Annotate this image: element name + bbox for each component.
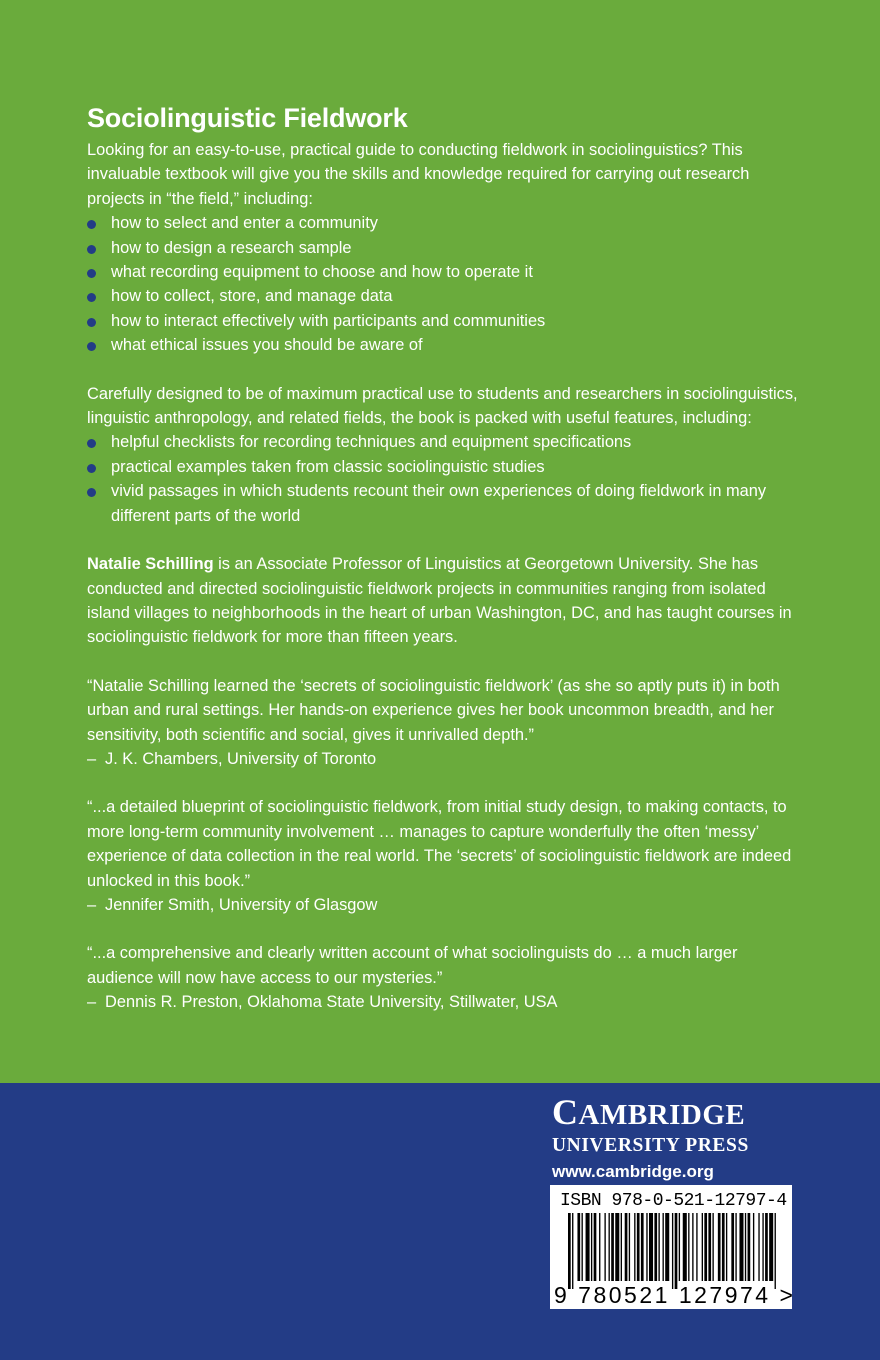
barcode-bar (665, 1213, 669, 1281)
barcode-bar (726, 1213, 727, 1281)
back-cover-text (87, 100, 807, 1015)
review-attribution: – J. K. Chambers, University of Toronto (87, 749, 377, 768)
publisher-logo (552, 1093, 792, 1183)
barcode-bar (611, 1213, 614, 1281)
list-item: how to design a research sample (87, 236, 807, 260)
bullet-icon (87, 488, 96, 497)
barcode-bar (696, 1213, 697, 1281)
review-quote: “Natalie Schilling learned the ‘secrets of sociolinguistic fieldwork’ (as she so aptly puts it) in both urban and rural settings. Her hands-on experience gives her book uncommon breadth, and her sensitivity, both scientific and social, gives it unrivalled depth.” (87, 676, 780, 744)
bullet-icon (87, 342, 96, 351)
publisher-url: www.cambridge.org (552, 1162, 714, 1181)
barcode-bar (615, 1213, 619, 1281)
barcode-bar (675, 1213, 678, 1289)
book-title: Sociolinguistic Fieldwork (87, 103, 408, 133)
barcode-bar (762, 1213, 763, 1281)
barcode-bar (739, 1213, 743, 1281)
review-quote: “...a comprehensive and clearly written account of what sociolinguists do … a much larger audience will now have access to our mysteries.” (87, 944, 738, 987)
barcode-bar (663, 1213, 664, 1281)
barcode-bar (649, 1213, 653, 1281)
list-item: practical examples taken from classic sociolinguistic studies (87, 455, 807, 479)
barcode-bar (621, 1213, 622, 1281)
bullet-icon (87, 318, 96, 327)
barcode-bar (708, 1213, 711, 1281)
barcode-bar (775, 1213, 776, 1289)
bullet-icon (87, 220, 96, 229)
barcode-bar (591, 1213, 592, 1281)
barcode-bar (704, 1213, 707, 1281)
barcode-bar (646, 1213, 647, 1281)
barcode-bar (582, 1213, 583, 1281)
barcode-bar (625, 1213, 628, 1281)
barcode-bar (718, 1213, 721, 1281)
barcode-bar (637, 1213, 640, 1281)
list-item: helpful checklists for recording techniques and equipment specifications (87, 430, 807, 454)
author-name: Natalie Schilling (87, 555, 214, 574)
barcode-bar (702, 1213, 703, 1281)
barcode-bar (748, 1213, 751, 1281)
features-paragraph: Carefully designed to be of maximum practical use to students and researchers in sociolinguistics, linguistic anthropology, and related fields, the book is packed with useful features, including: (87, 384, 798, 428)
isbn-barcode (550, 1185, 796, 1309)
topics-list (87, 211, 807, 357)
barcode-bar (658, 1213, 659, 1281)
list-item: what recording equipment to choose and how to operate it (87, 260, 807, 284)
barcode-digits: 9 780521 127974 > (554, 1282, 796, 1308)
barcode-bar (688, 1213, 689, 1281)
bullet-icon (87, 269, 96, 278)
barcode-bar (599, 1213, 600, 1281)
barcode-bar (683, 1213, 687, 1281)
barcode-bar (654, 1213, 657, 1281)
barcode-bar (634, 1213, 635, 1281)
barcode-bar (692, 1213, 693, 1281)
barcode-bar (753, 1213, 754, 1281)
barcode-bar (765, 1213, 768, 1281)
barcode-bar (568, 1213, 571, 1289)
list-item: how to collect, store, and manage data (87, 284, 807, 308)
barcode-bar (604, 1213, 605, 1281)
bullet-icon (87, 293, 96, 302)
isbn-label: ISBN 978-0-521-12797-4 (560, 1191, 787, 1211)
publisher-subtitle: UNIVERSITY PRESS (552, 1135, 749, 1156)
bullet-icon (87, 245, 96, 254)
author-bio: Natalie Schilling is an Associate Professor of Linguistics at Georgetown University. She has conducted and directed sociolinguistic fieldwork projects in communities ranging from isolated island villages to neighborhoods in the heart of urban Washington, DC, and has taught courses in sociolinguistic fieldwork for more than fifteen years. (87, 555, 792, 647)
barcode-bar (641, 1213, 644, 1281)
list-item: vivid passages in which students recount their own experiences of doing fieldwork in many different parts of the world (87, 479, 807, 528)
list-item: how to select and enter a community (87, 211, 807, 235)
barcode-bar (722, 1213, 725, 1281)
list-item: how to interact effectively with participants and communities (87, 309, 807, 333)
barcode-bar (609, 1213, 610, 1281)
barcode-bar (679, 1213, 680, 1281)
features-list (87, 430, 807, 528)
barcode-bar (712, 1213, 713, 1281)
barcode-bar (572, 1213, 573, 1289)
barcode-bar (735, 1213, 736, 1281)
barcode-bar (672, 1213, 673, 1289)
intro-paragraph: Looking for an easy-to-use, practical guide to conducting fieldwork in sociolinguistics? This invaluable textbook will give you the skills and knowledge required for carrying out research projects in “the field,” including: (87, 141, 750, 208)
list-item: what ethical issues you should be aware of (87, 333, 807, 357)
barcode-bar (731, 1213, 734, 1281)
bullet-icon (87, 439, 96, 448)
review-attribution: – Dennis R. Preston, Oklahoma State University, Stillwater, USA (87, 993, 558, 1012)
barcode-bar (745, 1213, 746, 1281)
review-quote: “...a detailed blueprint of sociolinguistic fieldwork, from initial study design, to making contacts, to more long-term community involvement … manages to capture wonderfully the often ‘messy’ experience of data collection in the real world. The ‘secrets’ of sociolinguistic fieldwork are indeed unlocked in this book.” (87, 798, 792, 890)
publisher-name: CAMBRIDGE (552, 1092, 746, 1132)
review-attribution: – Jennifer Smith, University of Glasgow (87, 895, 378, 914)
barcode-bar (758, 1213, 759, 1281)
barcode-bar (586, 1213, 590, 1281)
barcode-bar (629, 1213, 630, 1281)
barcode-bar (577, 1213, 580, 1281)
barcode-bar (769, 1213, 773, 1281)
barcode-bar (594, 1213, 597, 1281)
bullet-icon (87, 464, 96, 473)
